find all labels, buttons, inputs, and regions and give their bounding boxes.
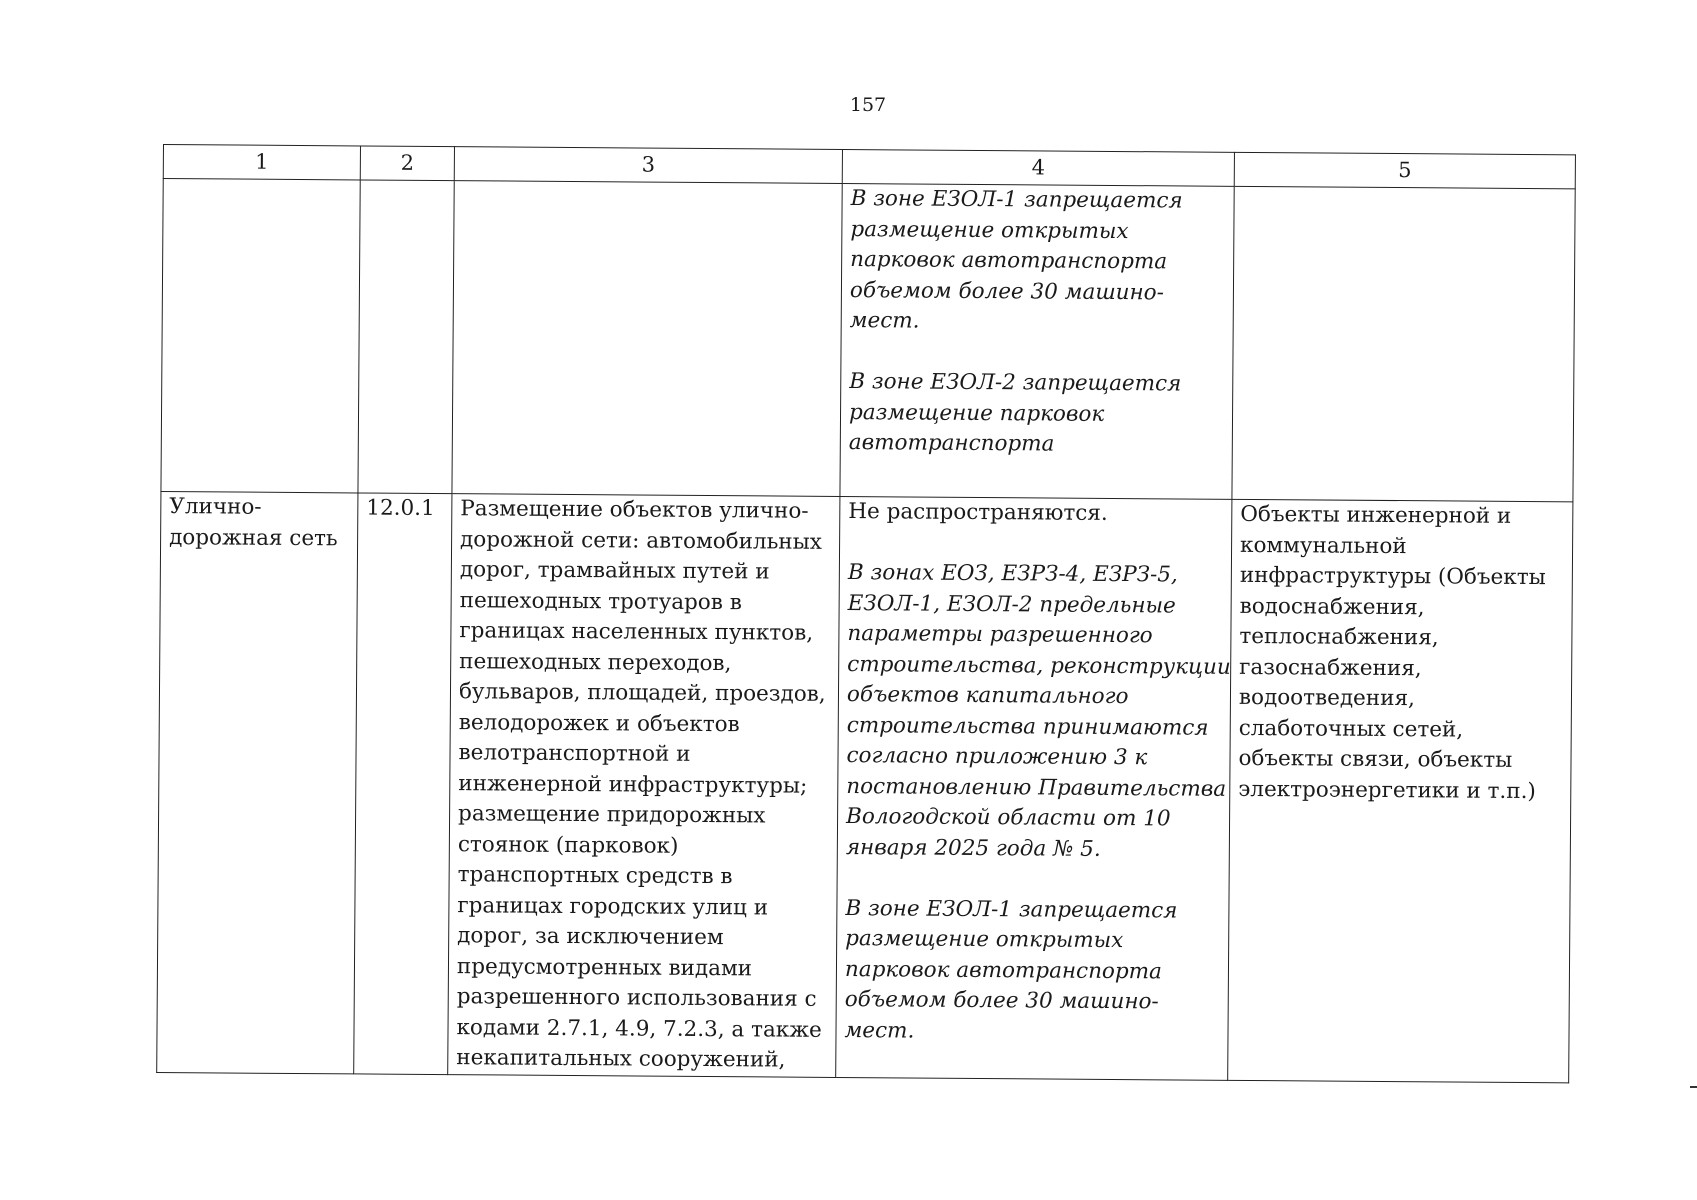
text-line: дорог, трамвайных путей и: [459, 557, 770, 585]
text-line: Размещение объектов улично-: [460, 496, 809, 524]
page-number: 157: [849, 94, 887, 116]
text-line: размещение придорожных: [458, 801, 766, 829]
text-line: разрешенного использования с: [456, 984, 817, 1012]
text-line: некапитальных сооружений,: [456, 1045, 786, 1073]
text-line: транспортных средств в: [457, 862, 733, 890]
text-line: водоснабжения,: [1239, 593, 1425, 620]
column-header: 1: [163, 145, 360, 180]
text-line: Не распространяются.: [848, 499, 1108, 526]
restrictions-cell: [836, 496, 1232, 1079]
empty-cell: [452, 181, 842, 497]
text-line: В зоне ЕЗОЛ-1 запрещается: [850, 186, 1183, 214]
text-line: теплоснабжения,: [1239, 623, 1439, 651]
text-line: слаботочных сетей,: [1238, 715, 1464, 743]
regulations-table: [156, 144, 1576, 1083]
text-line: газоснабжения,: [1239, 654, 1422, 681]
infrastructure-cell: [1228, 499, 1573, 1082]
scan-mark: [1690, 1086, 1697, 1088]
column-header: 2: [360, 146, 454, 181]
text-line: бульваров, площадей, проездов,: [458, 679, 826, 707]
text-line: строительства, реконструкции: [847, 651, 1231, 680]
text-line: водоотведения,: [1238, 684, 1415, 712]
text-line: пешеходных переходов,: [459, 648, 732, 676]
text-line: инженерной инфраструктуры;: [458, 770, 808, 799]
text-line: постановлению Правительства: [846, 773, 1227, 802]
use-code-cell: [354, 493, 452, 1074]
text-line: велотранспортной и: [458, 740, 691, 767]
empty-cell: [161, 179, 360, 493]
text-line: мест.: [849, 308, 920, 334]
text-line: автотранспорта: [848, 430, 1055, 457]
text-line: января 2025 года № 5.: [845, 834, 1101, 862]
text-line: дорожная сеть: [169, 524, 338, 551]
text-line: ЕЗОЛ-1, ЕЗОЛ-2 предельные: [847, 590, 1176, 618]
text-line: Вологодской области от 10: [845, 804, 1171, 832]
text-line: объектов капитального: [846, 682, 1129, 710]
text-line: велодорожек и объектов: [458, 709, 740, 737]
text-line: размещение открытых: [845, 926, 1124, 954]
restrictions-cell: [840, 183, 1234, 499]
text-line: предусмотренных видами: [456, 953, 753, 981]
column-header: 4: [842, 149, 1234, 186]
text-line: пешеходных тротуаров в: [459, 587, 742, 615]
text-line: В зонах ЕОЗ, ЕЗРЗ-4, ЕЗРЗ-5,: [847, 560, 1178, 588]
text-line: мест.: [844, 1017, 915, 1044]
column-header: 3: [454, 147, 842, 184]
text-line: размещение открытых: [850, 216, 1129, 244]
text-line: Улично-: [169, 494, 262, 520]
text-line: Объекты инженерной и: [1240, 501, 1512, 529]
text-line: парковок автотранспорта: [844, 956, 1162, 984]
text-line: коммунальной: [1239, 532, 1407, 559]
use-type-name-cell: [157, 491, 358, 1073]
text-line: согласно приложению 3 к: [846, 743, 1148, 771]
text-line: кодами 2.7.1, 4.9, 7.2.3, а также: [456, 1014, 822, 1043]
text-line: инфраструктуры (Объекты: [1239, 562, 1546, 591]
text-line: В зоне ЕЗОЛ-1 запрещается: [845, 895, 1178, 923]
text-line: стоянок (парковок): [457, 831, 679, 859]
column-header: 5: [1234, 152, 1575, 188]
empty-cell: [358, 180, 454, 494]
text-line: объекты связи, объекты: [1238, 745, 1513, 773]
table-row-continued: [161, 179, 1575, 502]
text-line: дорог, за исключением: [457, 923, 724, 951]
table-row-street-network: [157, 491, 1573, 1082]
text-line: строительства принимаются: [846, 712, 1209, 741]
empty-cell: [1232, 186, 1575, 501]
text-line: объемом более 30 машино-: [849, 277, 1165, 305]
text-line: границах городских улиц и: [457, 892, 769, 920]
text-line: параметры разрешенного: [847, 621, 1153, 649]
use-description-cell: [448, 494, 840, 1077]
use-code: 12.0.1: [366, 495, 435, 522]
text-line: объемом более 30 машино-: [844, 987, 1159, 1015]
text-line: размещение парковок: [848, 399, 1105, 427]
text-line: парковок автотранспорта: [850, 247, 1168, 275]
text-line: дорожной сети: автомобильных: [460, 526, 823, 555]
text-line: В зоне ЕЗОЛ-2 запрещается: [849, 369, 1182, 397]
text-line: электроэнергетики и т.п.): [1238, 776, 1536, 804]
text-line: границах населенных пунктов,: [459, 618, 814, 646]
